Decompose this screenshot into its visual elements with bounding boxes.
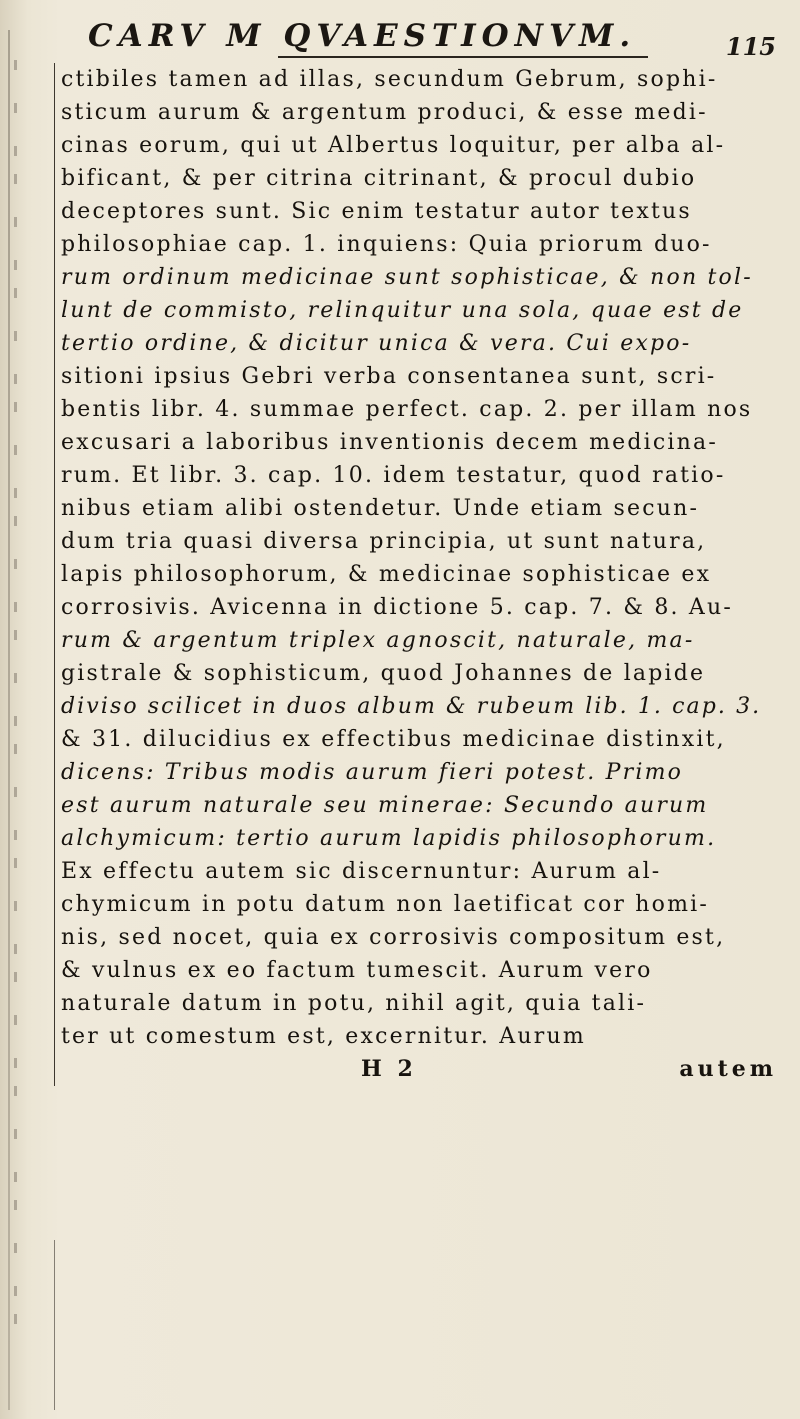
text-line: bentis libr. 4. summae perfect. cap. 2. per illam nos (61, 397, 753, 422)
ink-speck (14, 1086, 17, 1096)
ink-speck (14, 630, 17, 640)
text-line: rum. Et libr. 3. cap. 10. idem testatur, quod ratio- (61, 463, 726, 488)
text-line: chymicum in potu datum non laetificat cor homi- (61, 892, 710, 917)
text-line: sitioni ipsius Gebri verba consentanea sunt, scri- (61, 364, 717, 389)
text-line: rum ordinum medicinae sunt sophisticae, & non tol- (61, 265, 753, 290)
ink-speck (14, 716, 17, 726)
ink-speck (14, 744, 17, 754)
ink-speck (14, 944, 17, 954)
text-line: dicens: Tribus modis aurum fieri potest. Primo (61, 760, 684, 785)
running-head: CARV M QVAESTIONVM. (88, 18, 637, 54)
page-number: 115 (725, 32, 776, 61)
text-line: lapis philosophorum, & medicinae sophisticae ex (61, 562, 712, 587)
ink-speck (14, 673, 17, 683)
text-line: gistrale & sophisticum, quod Johannes de lapide (61, 661, 706, 686)
ink-speck (14, 488, 17, 498)
ink-speck (14, 1129, 17, 1139)
text-line: est aurum naturale seu minerae: Secundo aurum (61, 793, 709, 818)
ink-speck (14, 146, 17, 156)
body-text (54, 63, 777, 1086)
ink-speck (14, 516, 17, 526)
running-head-underline (278, 56, 648, 58)
text-line: nibus etiam alibi ostendetur. Unde etiam secun- (61, 496, 700, 521)
ink-speck (14, 445, 17, 455)
text-line: bificant, & per citrina citrinant, & procul dubio (61, 166, 697, 191)
text-line: excusari a laboribus inventionis decem medicina- (61, 430, 718, 455)
ink-speck (14, 402, 17, 412)
text-line: rum & argentum triplex agnoscit, naturale, ma- (61, 628, 695, 653)
ink-speck (14, 858, 17, 868)
left-rule (54, 1240, 55, 1410)
ink-speck (14, 602, 17, 612)
ink-speck (14, 60, 17, 70)
ink-speck (14, 901, 17, 911)
ink-speck (14, 174, 17, 184)
text-line: deceptores sunt. Sic enim testatur autor textus (61, 199, 692, 224)
text-line: dum tria quasi diversa principia, ut sunt natura, (61, 529, 707, 554)
text-line: philosophiae cap. 1. inquiens: Quia priorum duo- (61, 232, 712, 257)
text-line: tertio ordine, & dicitur unica & vera. Cui expo- (61, 331, 692, 356)
text-line: nis, sed nocet, quia ex corrosivis compositum est, (61, 925, 726, 950)
ink-speck (14, 217, 17, 227)
text-line: diviso scilicet in duos album & rubeum lib. 1. cap. 3. (61, 694, 762, 719)
ink-speck (14, 1243, 17, 1253)
ink-speck (14, 374, 17, 384)
ink-speck (14, 1015, 17, 1025)
text-line: & vulnus ex eo factum tumescit. Aurum vero (61, 958, 653, 983)
ink-speck (14, 972, 17, 982)
ink-speck (14, 1200, 17, 1210)
ink-speck (14, 1314, 17, 1324)
ink-speck (14, 260, 17, 270)
page-header (80, 14, 780, 64)
text-line: Ex effectu autem sic discernuntur: Aurum al- (61, 859, 662, 884)
text-line: sticum aurum & argentum produci, & esse medi- (61, 100, 708, 125)
text-line: ter ut comestum est, excernitur. Aurum (61, 1024, 586, 1049)
ink-speck (14, 1286, 17, 1296)
signature-mark: H 2 (361, 1056, 417, 1082)
ink-speck (14, 559, 17, 569)
ink-speck (14, 331, 17, 341)
ink-speck (14, 1172, 17, 1182)
margin-ink-marks (14, 60, 34, 1360)
gutter-shadow (8, 30, 10, 1410)
text-line: alchymicum: tertio aurum lapidis philosophorum. (61, 826, 717, 851)
ink-speck (14, 288, 17, 298)
ink-speck (14, 787, 17, 797)
ink-speck (14, 1058, 17, 1068)
text-line: & 31. dilucidius ex effectibus medicinae distinxit, (61, 727, 726, 752)
text-line: naturale datum in potu, nihil agit, quia tali- (61, 991, 647, 1016)
ink-speck (14, 830, 17, 840)
ink-speck (14, 103, 17, 113)
text-line: lunt de commisto, relinquitur una sola, quae est de (61, 298, 744, 323)
text-line: ctibiles tamen ad illas, secundum Gebrum, sophi- (61, 67, 718, 92)
catchword: autem (679, 1056, 777, 1082)
signature-line (61, 1053, 777, 1086)
text-line: cinas eorum, qui ut Albertus loquitur, per alba al- (61, 133, 726, 158)
text-line: corrosivis. Avicenna in dictione 5. cap. 7. & 8. Au- (61, 595, 734, 620)
